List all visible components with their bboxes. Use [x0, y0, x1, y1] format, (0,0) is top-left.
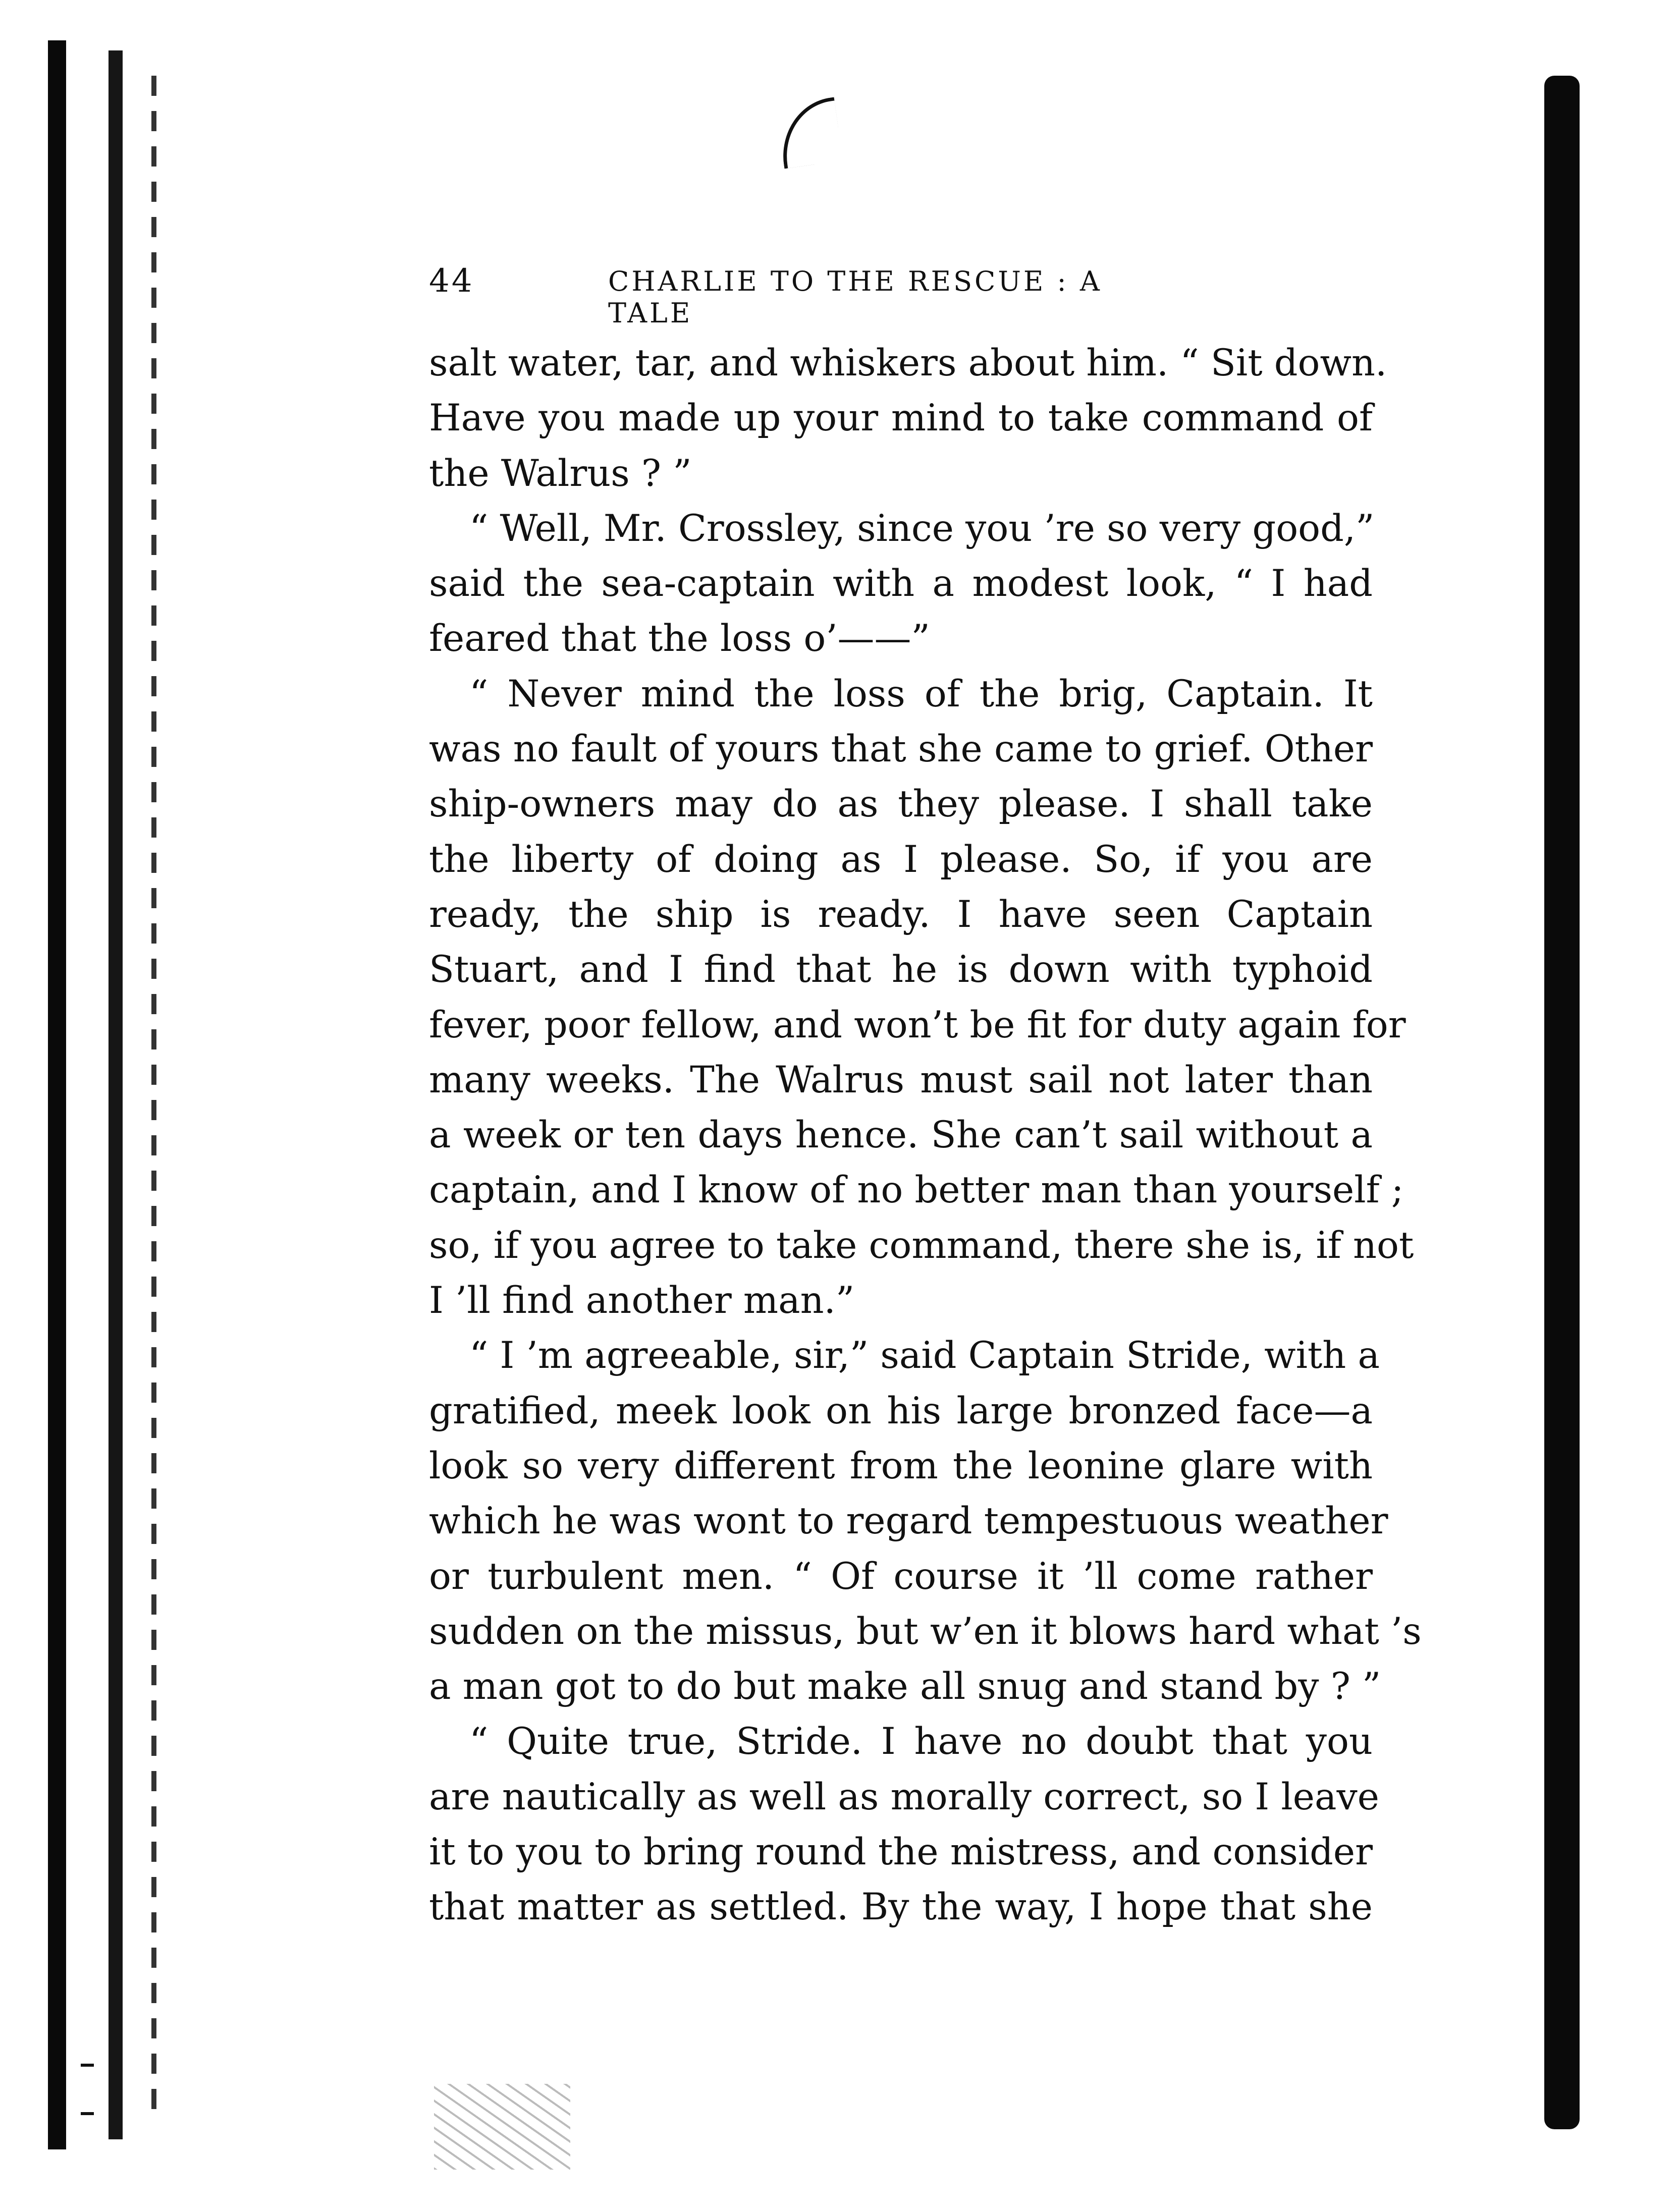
- scan-edge-right: [1544, 76, 1580, 2129]
- text-line: many weeks. The Walrus must sail not later than: [429, 1058, 1373, 1101]
- text-line: Have you made up your mind to take command of: [429, 397, 1373, 440]
- text-line: “ Well, Mr. Crossley, since you ’re so very good,”: [469, 507, 1375, 550]
- scan-smudge: [434, 2084, 570, 2170]
- text-line: I ’ll find another man.”: [429, 1279, 855, 1322]
- text-line: fever, poor fellow, and won’t be fit for duty again for: [429, 1003, 1406, 1046]
- text-line: was no fault of yours that she came to grief. Other: [429, 728, 1373, 771]
- text-line: so, if you agree to take command, there she is, if not: [429, 1224, 1414, 1267]
- text-line: the Walrus ? ”: [429, 452, 692, 495]
- running-head-title: CHARLIE TO THE RESCUE : A TALE: [608, 265, 1102, 329]
- text-line: look so very different from the leonine glare with: [429, 1444, 1373, 1487]
- body-text: [429, 336, 1422, 1935]
- text-line: feared that the loss o’——”: [429, 617, 930, 660]
- text-line: are nautically as well as morally correct, so I leave: [429, 1775, 1379, 1818]
- scan-edge-left-inner: [109, 50, 123, 2139]
- text-line: a week or ten days hence. She can’t sail without a: [429, 1114, 1373, 1157]
- pen-stroke-mark: [776, 97, 843, 169]
- text-line: ship-owners may do as they please. I shall take: [429, 783, 1373, 826]
- text-line: Stuart, and I find that he is down with typhoid: [429, 948, 1373, 991]
- text-line: the liberty of doing as I please. So, if you are: [429, 838, 1373, 881]
- text-line: salt water, tar, and whiskers about him. “ Sit down.: [429, 342, 1387, 384]
- text-line: said the sea-captain with a modest look, “ I had: [429, 562, 1373, 605]
- text-line: sudden on the missus, but w’en it blows hard what ’s: [429, 1610, 1422, 1653]
- scan-edge-left-speckle: [151, 76, 156, 2119]
- scan-edge-left: [48, 40, 66, 2149]
- text-line: it to you to bring round the mistress, and consider: [429, 1831, 1373, 1874]
- text-line: or turbulent men. “ Of course it ’ll come rather: [429, 1555, 1373, 1598]
- text-line: that matter as settled. By the way, I hope that she: [429, 1886, 1373, 1929]
- text-line: ready, the ship is ready. I have seen Captain: [429, 893, 1373, 936]
- text-line: “ Never mind the loss of the brig, Captain. It: [469, 672, 1373, 715]
- text-line: “ Quite true, Stride. I have no doubt that you: [469, 1720, 1373, 1763]
- scan-double-mark: [81, 2064, 94, 2115]
- text-line: a man got to do but make all snug and stand by ? ”: [429, 1665, 1381, 1708]
- text-line: captain, and I know of no better man than yourself ;: [429, 1169, 1404, 1212]
- page-number: 44: [429, 262, 474, 300]
- text-line: which he was wont to regard tempestuous weather: [429, 1500, 1388, 1543]
- text-line: gratified, meek look on his large bronzed face—a: [429, 1389, 1373, 1432]
- running-head: [429, 262, 1186, 329]
- text-line: “ I ’m agreeable, sir,” said Captain Stride, with a: [469, 1334, 1380, 1377]
